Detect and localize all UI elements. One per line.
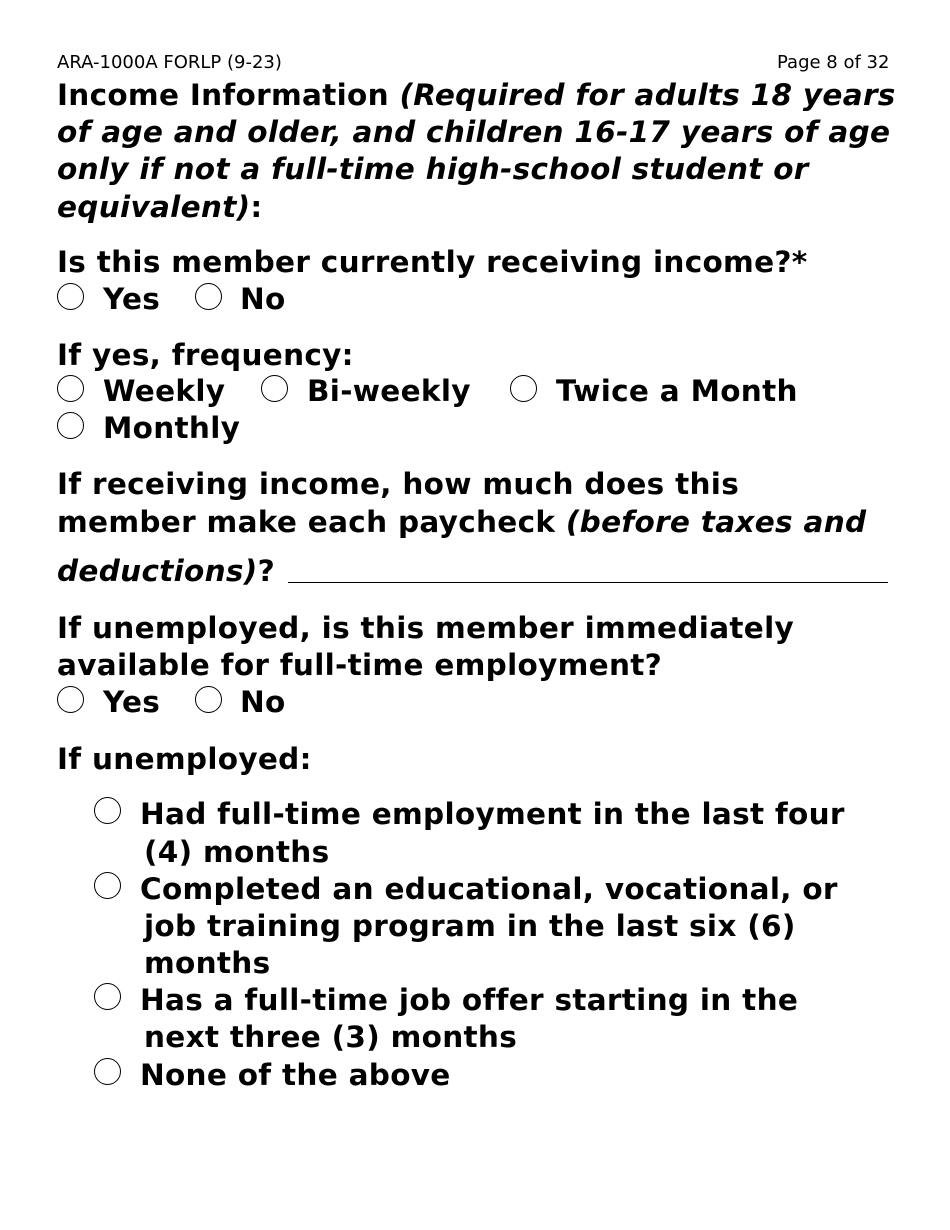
unemployed-option-4-line1: None of the above: [140, 1058, 451, 1092]
frequency-weekly-radio[interactable]: [57, 375, 84, 402]
available-yes-label: Yes: [103, 685, 161, 719]
unemployed-option-4-radio[interactable]: [94, 1058, 121, 1085]
unemployed-option-3-radio[interactable]: [94, 983, 121, 1010]
unemployed-option-2-line2: job training program in the last six (6): [144, 909, 796, 943]
available-no-label: No: [240, 685, 286, 719]
unemployed-option-3-line1: Has a full-time job offer starting in the: [140, 983, 799, 1017]
amount-line3-end: ?: [257, 554, 275, 588]
unemployed-question: If unemployed:: [57, 742, 312, 776]
frequency-biweekly-radio[interactable]: [261, 375, 288, 402]
unemployed-option-3-line2: next three (3) months: [144, 1020, 518, 1054]
form-id: ARA-1000A FORLP (9-23): [57, 52, 282, 73]
available-question-line2: available for full-time employment?: [57, 648, 663, 682]
receiving-no-label: No: [240, 282, 286, 316]
section-title: [57, 77, 917, 226]
section-title-italic: (Required for adults 18 years of age and older, and children 16-17 years of age only if not a full-time high-school student or equivalent): [57, 78, 896, 224]
frequency-monthly-radio[interactable]: [57, 412, 84, 439]
available-question-line1: If unemployed, is this member immediately: [57, 611, 795, 645]
unemployed-option-2-line3: months: [144, 946, 271, 980]
receiving-income-question: Is this member currently receiving income?*: [57, 245, 808, 279]
frequency-question: If yes, frequency:: [57, 338, 354, 372]
unemployed-option-1-line2: (4) months: [144, 835, 330, 869]
receiving-yes-label: Yes: [103, 282, 161, 316]
frequency-twice-month-radio[interactable]: [510, 375, 537, 402]
frequency-monthly-label: Monthly: [103, 411, 241, 445]
receiving-no-radio[interactable]: [195, 283, 222, 310]
available-yes-radio[interactable]: [57, 686, 84, 713]
unemployed-option-2-radio[interactable]: [94, 872, 121, 899]
section-title-end: :: [250, 189, 263, 224]
amount-line3-italic: deductions): [57, 554, 258, 588]
unemployed-option-1-line1: Had full-time employment in the last four: [140, 797, 845, 831]
amount-question-line3: [57, 553, 275, 590]
paycheck-amount-field[interactable]: [288, 582, 888, 583]
frequency-weekly-label: Weekly: [103, 374, 226, 408]
page-number: Page 8 of 32: [777, 52, 890, 73]
available-no-radio[interactable]: [195, 686, 222, 713]
amount-question-line1: If receiving income, how much does this: [57, 467, 740, 501]
unemployed-option-2-line1: Completed an educational, vocational, or: [140, 872, 838, 906]
amount-line2-bold: member make each paycheck: [57, 505, 566, 539]
frequency-twice-month-label: Twice a Month: [556, 374, 798, 408]
amount-question-line2: [57, 504, 866, 541]
amount-line2-italic: (before taxes and: [565, 505, 867, 539]
unemployed-option-1-radio[interactable]: [94, 797, 121, 824]
section-title-bold: Income Information: [57, 78, 400, 112]
frequency-biweekly-label: Bi-weekly: [307, 374, 471, 408]
receiving-yes-radio[interactable]: [57, 283, 84, 310]
